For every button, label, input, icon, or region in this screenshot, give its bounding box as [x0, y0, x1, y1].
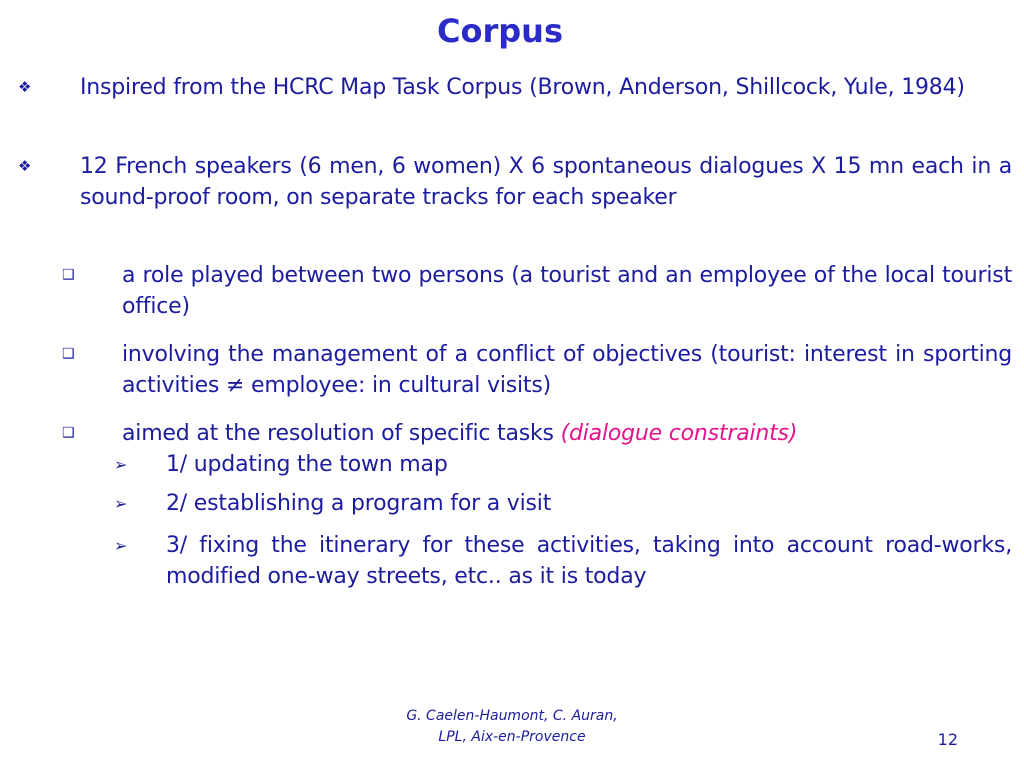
footer-line-affiliation: LPL, Aix-en-Provence [438, 729, 586, 745]
bullet-inspired [18, 72, 1012, 103]
subbullet-role [62, 260, 1012, 322]
bullet-text: 12 French speakers (6 men, 6 women) X 6 spontaneous dialogues X 15 mn each in a sound-proof room, on separate tracks for each speaker [80, 154, 1012, 210]
subbullet-conflict [62, 339, 1012, 401]
task-item-1 [114, 449, 1012, 480]
subbullet-text: aimed at the resolution of specific tasks [122, 421, 561, 446]
bullet-text: Inspired from the HCRC Map Task Corpus (Brown, Anderson, Shillcock, Yule, 1984) [80, 75, 965, 100]
bullet-speakers [18, 151, 1012, 213]
task-text: 2/ establishing a program for a visit [166, 491, 552, 516]
diamond-bullet-icon: ❖ [18, 157, 32, 175]
task-item-3 [114, 530, 1012, 592]
square-bullet-icon: ❑ [62, 425, 75, 441]
task-item-2 [114, 488, 1012, 519]
subbullet-tasks [62, 418, 1012, 449]
diamond-bullet-icon: ❖ [18, 78, 32, 96]
square-bullet-icon: ❑ [62, 267, 75, 283]
arrow-bullet-icon: ➢ [114, 494, 128, 513]
square-bullet-icon: ❑ [62, 346, 75, 362]
page-number: 12 [937, 730, 958, 749]
arrow-bullet-icon: ➢ [114, 536, 128, 555]
task-text: 3/ fixing the itinerary for these activities, taking into account road-works, modified one-way streets, etc.. as it is today [166, 533, 1012, 589]
footer-authors [352, 706, 672, 748]
footer-line-authors: G. Caelen-Haumont, C. Auran, [406, 708, 618, 724]
dialogue-constraints-highlight: (dialogue constraints) [560, 421, 798, 446]
slide-title: Corpus [437, 12, 563, 50]
task-text: 1/ updating the town map [166, 452, 448, 477]
subbullet-text: involving the management of a conflict of objectives (tourist: interest in sporting activities ≠ employee: in cultural visits) [122, 342, 1012, 398]
subbullet-text: a role played between two persons (a tourist and an employee of the local tourist office) [122, 263, 1012, 319]
arrow-bullet-icon: ➢ [114, 455, 128, 474]
